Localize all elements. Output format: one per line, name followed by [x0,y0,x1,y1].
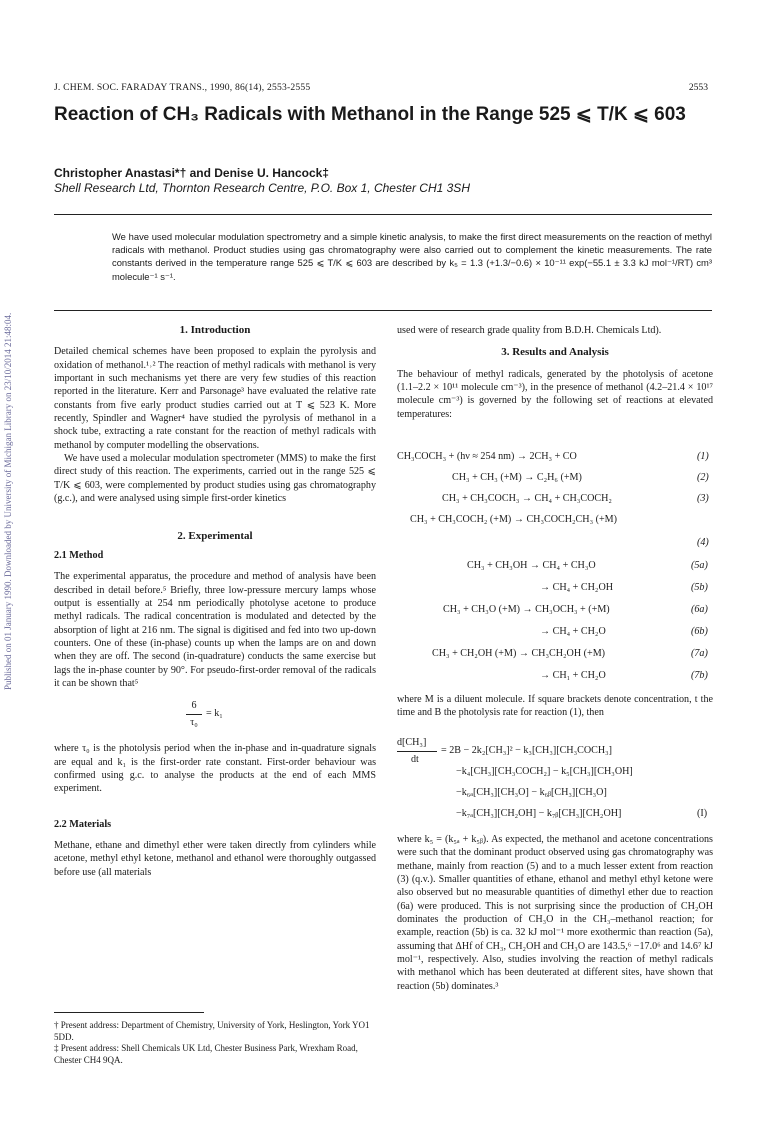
footnotes [54,1020,376,1066]
rate-line-3: −k₆ₐ[CH₃][CH₃O] − k₆ᵦ[CH₃][CH₃O] [456,787,607,798]
method-heading: 2.1 Method [54,549,104,561]
rate-equation-number: (I) [697,808,708,819]
page-number: 2553 [688,82,708,93]
reaction-equation: → CH₄ + CH₂OH [540,582,614,593]
formula-rhs: = k₁ [206,708,223,720]
rate-denominator: dt [411,754,419,765]
method-paragraph: The experimental apparatus, the procedure and method of analysis have been described in detail before.⁵ Briefly, three low-pressure mercury lamps whose output is essentially at 254 nm periodically photolyse acetone to produce methyl radicals. The radical concentration is modulated and detected by the absorption of light at 216 nm. The signal is digitised and fed into two up-down counters. One of these (in-phase) counts up when the lamps are on and down when they are off. The second (in-quadrature) conducts the same exercise but lags the in-phase counter by 90°. For pseudo-first-order removal of the radicals it can be shown that⁵ [54,571,376,689]
paper-title: Reaction of CH₃ Radicals with Methanol in the Range 525 ⩽ T/K ⩽ 603 [54,104,686,125]
results-heading: 3. Results and Analysis [501,346,609,359]
footnote-2: ‡ Present address: Shell Chemicals UK Ltd, Chester Business Park, Wrexham Road, Chester CH4 9QA. [54,1043,358,1065]
continued-paragraph: used were of research grade quality from B.D.H. Chemicals Ltd). [397,325,662,336]
reaction-equation: CH₃ + CH₃ (+M) → C₂H₆ (+M) [452,472,582,483]
reaction-number: (4) [697,537,709,548]
reaction-equation: → CH₄ + CH₂O [540,626,606,637]
affiliation: Shell Research Ltd, Thornton Research Centre, P.O. Box 1, Chester CH1 3SH [54,181,470,195]
intro-heading: 1. Introduction [179,324,251,336]
reaction-number: (5a) [691,560,708,571]
reaction-number: (7a) [691,648,708,659]
reaction-number: (1) [697,451,709,462]
reaction-equation: CH₃ + CH₃COCH₃ → CH₄ + CH₃COCH₂ [442,493,612,504]
reaction-equation: CH₃ + CH₃COCH₂ (+M) → CH₃COCH₂CH₃ (+M) [410,514,617,525]
abstract: We have used molecular modulation spectrometry and a simple kinetic analysis, to make the first direct measurements on the reaction of methyl radicals with methanol. Product studies using gas chromatography were also carried out to complement the kinetic measurements. The rate constants derived in the temperature range 525 ⩽ T/K ⩽ 603 are described by k₅ = 1.3 (+1.3/−0.6) × 10⁻¹¹ exp(−55.1 ± 3.3 kJ mol⁻¹/RT) cm³ molecule⁻¹ s⁻¹. [112,231,712,282]
rate-line-1: = 2B − 2k₂[CH₃]² − k₃[CH₃][CH₃COCH₃] [441,745,613,756]
reaction-equation: CH₃ + CH₂OH (+M) → CH₃CH₂OH (+M) [432,648,606,659]
reaction-equation: CH₃ + CH₃OH → CH₄ + CH₃O [467,560,596,571]
intro-paragraph-1: Detailed chemical schemes have been proposed to explain the pyrolysis and oxidation of methanol.¹˒² The reaction of methyl radicals with methanol is very important in such mechanisms yet there are very few studies of this reaction reported in the literature. Kerr and Parsonage³ have evaluated the relative rate constants from five early product studies carried out at T ⩽ 523 K. More recently, Spindler and Wagner⁴ have studied the pyrolysis of methanol in a shock tube, extracting a rate constant for the reaction of methyl radicals with methanol by computer modelling the observations. [54,346,376,451]
author-list: Christopher Anastasi*† and Denise U. Hancock‡ [54,166,329,180]
journal-citation: J. CHEM. SOC. FARADAY TRANS., 1990, 86(14), 2553-2555 [54,82,311,93]
reaction-equation: CH₃COCH₃ + (hν ≈ 254 nm) → 2CH₃ + CO [397,451,577,462]
reaction-number: (2) [697,472,709,483]
abstract-rule [54,310,712,311]
rate-line-2: −k₄[CH₃][CH₃COCH₂] − k₅[CH₃][CH₃OH] [456,766,633,777]
top-rule [54,214,712,215]
where-paragraph: where M is a diluent molecule. If square brackets denote concentration, t the time and B the photolysis rate for reaction (1), then [397,694,713,719]
reaction-number: (3) [697,493,709,504]
formula-numerator: 6 [191,700,197,712]
reaction-equation: → CH₁ + CH₂O [540,670,606,681]
download-notice [3,60,17,690]
reaction-number: (7b) [691,670,708,681]
results-paragraph: The behaviour of methyl radicals, generated by the photolysis of acetone (1.1–2.2 × 10¹¹ molecule cm⁻³), in the presence of methanol (4.2–21.4 × 10¹⁷ molecule cm⁻³) is governed by the following set of reactions at elevated temperatures: [397,368,713,420]
final-paragraph: where k₅ = (k₅ₐ + k₅ᵦ). As expected, the methanol and acetone concentrations were such that the dominant product observed using gas chromatography was methane, mainly from reaction (5) and to a much lesser extent from reaction (3) (q.v.). Smaller quantities of ethane, ethanol and methyl ethyl ketone were also observed but no measurable quantities of dimethyl ether due to reaction (6a) were produced. This is not surprising since the production of CH₂OH dominates the production of CH₃O in the CH₃–methanol reaction; for example, reaction (5b) is ca. 32 kJ mol⁻¹ more exothermic than reaction (5a), assuming that ΔHf of CH₃, CH₂OH and CH₃O are 143.5,⁶ −17.0⁶ and 14.6⁷ kJ mol⁻¹, respectively. Also, studies involving the reaction of methyl radicals with methanol which has been deuterated at different sites, have shown that reaction (5b) dominates.³ [397,834,713,992]
fraction-bar [186,714,202,715]
download-notice-text: Published on 01 January 1990. Downloaded by University of Michigan Library on 23/10/2014 21:48:04. [3,312,13,690]
right-column [397,324,713,421]
experimental-heading: 2. Experimental [177,530,253,543]
materials-paragraph: Methane, ethane and dimethyl ether were taken directly from cylinders while acetone, methyl ethyl ketone, methanol and ethanol were thoroughly outgassed before use (all materials [54,839,376,878]
footnote-1: † Present address: Department of Chemistry, University of York, Heslington, York YO1 5DD. [54,1020,370,1042]
rate-fraction-bar [397,751,437,752]
footnote-rule [54,1012,204,1013]
left-column [54,324,376,879]
reaction-number: (6a) [691,604,708,615]
reaction-number: (5b) [691,582,708,593]
intro-paragraph-2: We have used a molecular modulation spectrometer (MMS) to make the first direct study of this reaction. The experiments, carried out in the range 525 ⩽ T/K ⩽ 603, were complemented by product studies using gas chromatography (g.c.), and were analysed using simple first-order kinetics [54,453,376,505]
reaction-equation: CH₃ + CH₃O (+M) → CH₃OCH₃ + (+M) [443,604,610,615]
reaction-number: (6b) [691,626,708,637]
rate-numerator: d[CH₃] [397,737,427,748]
after-formula-paragraph: where τ₀ is the photolysis period when the in-phase and in-quadrature signals are equal and k₁ is the first-order rate constant. First-order behaviour was confirmed using g.c. to analyse the products at the end of each MMS experiment. [54,743,376,795]
formula-denominator: τ₀ [190,717,198,729]
first-order-formula [186,699,376,733]
materials-heading: 2.2 Materials [54,818,112,830]
rate-line-4: −k₇ₐ[CH₃][CH₂OH] − k₇ᵦ[CH₃][CH₂OH] [456,808,622,819]
